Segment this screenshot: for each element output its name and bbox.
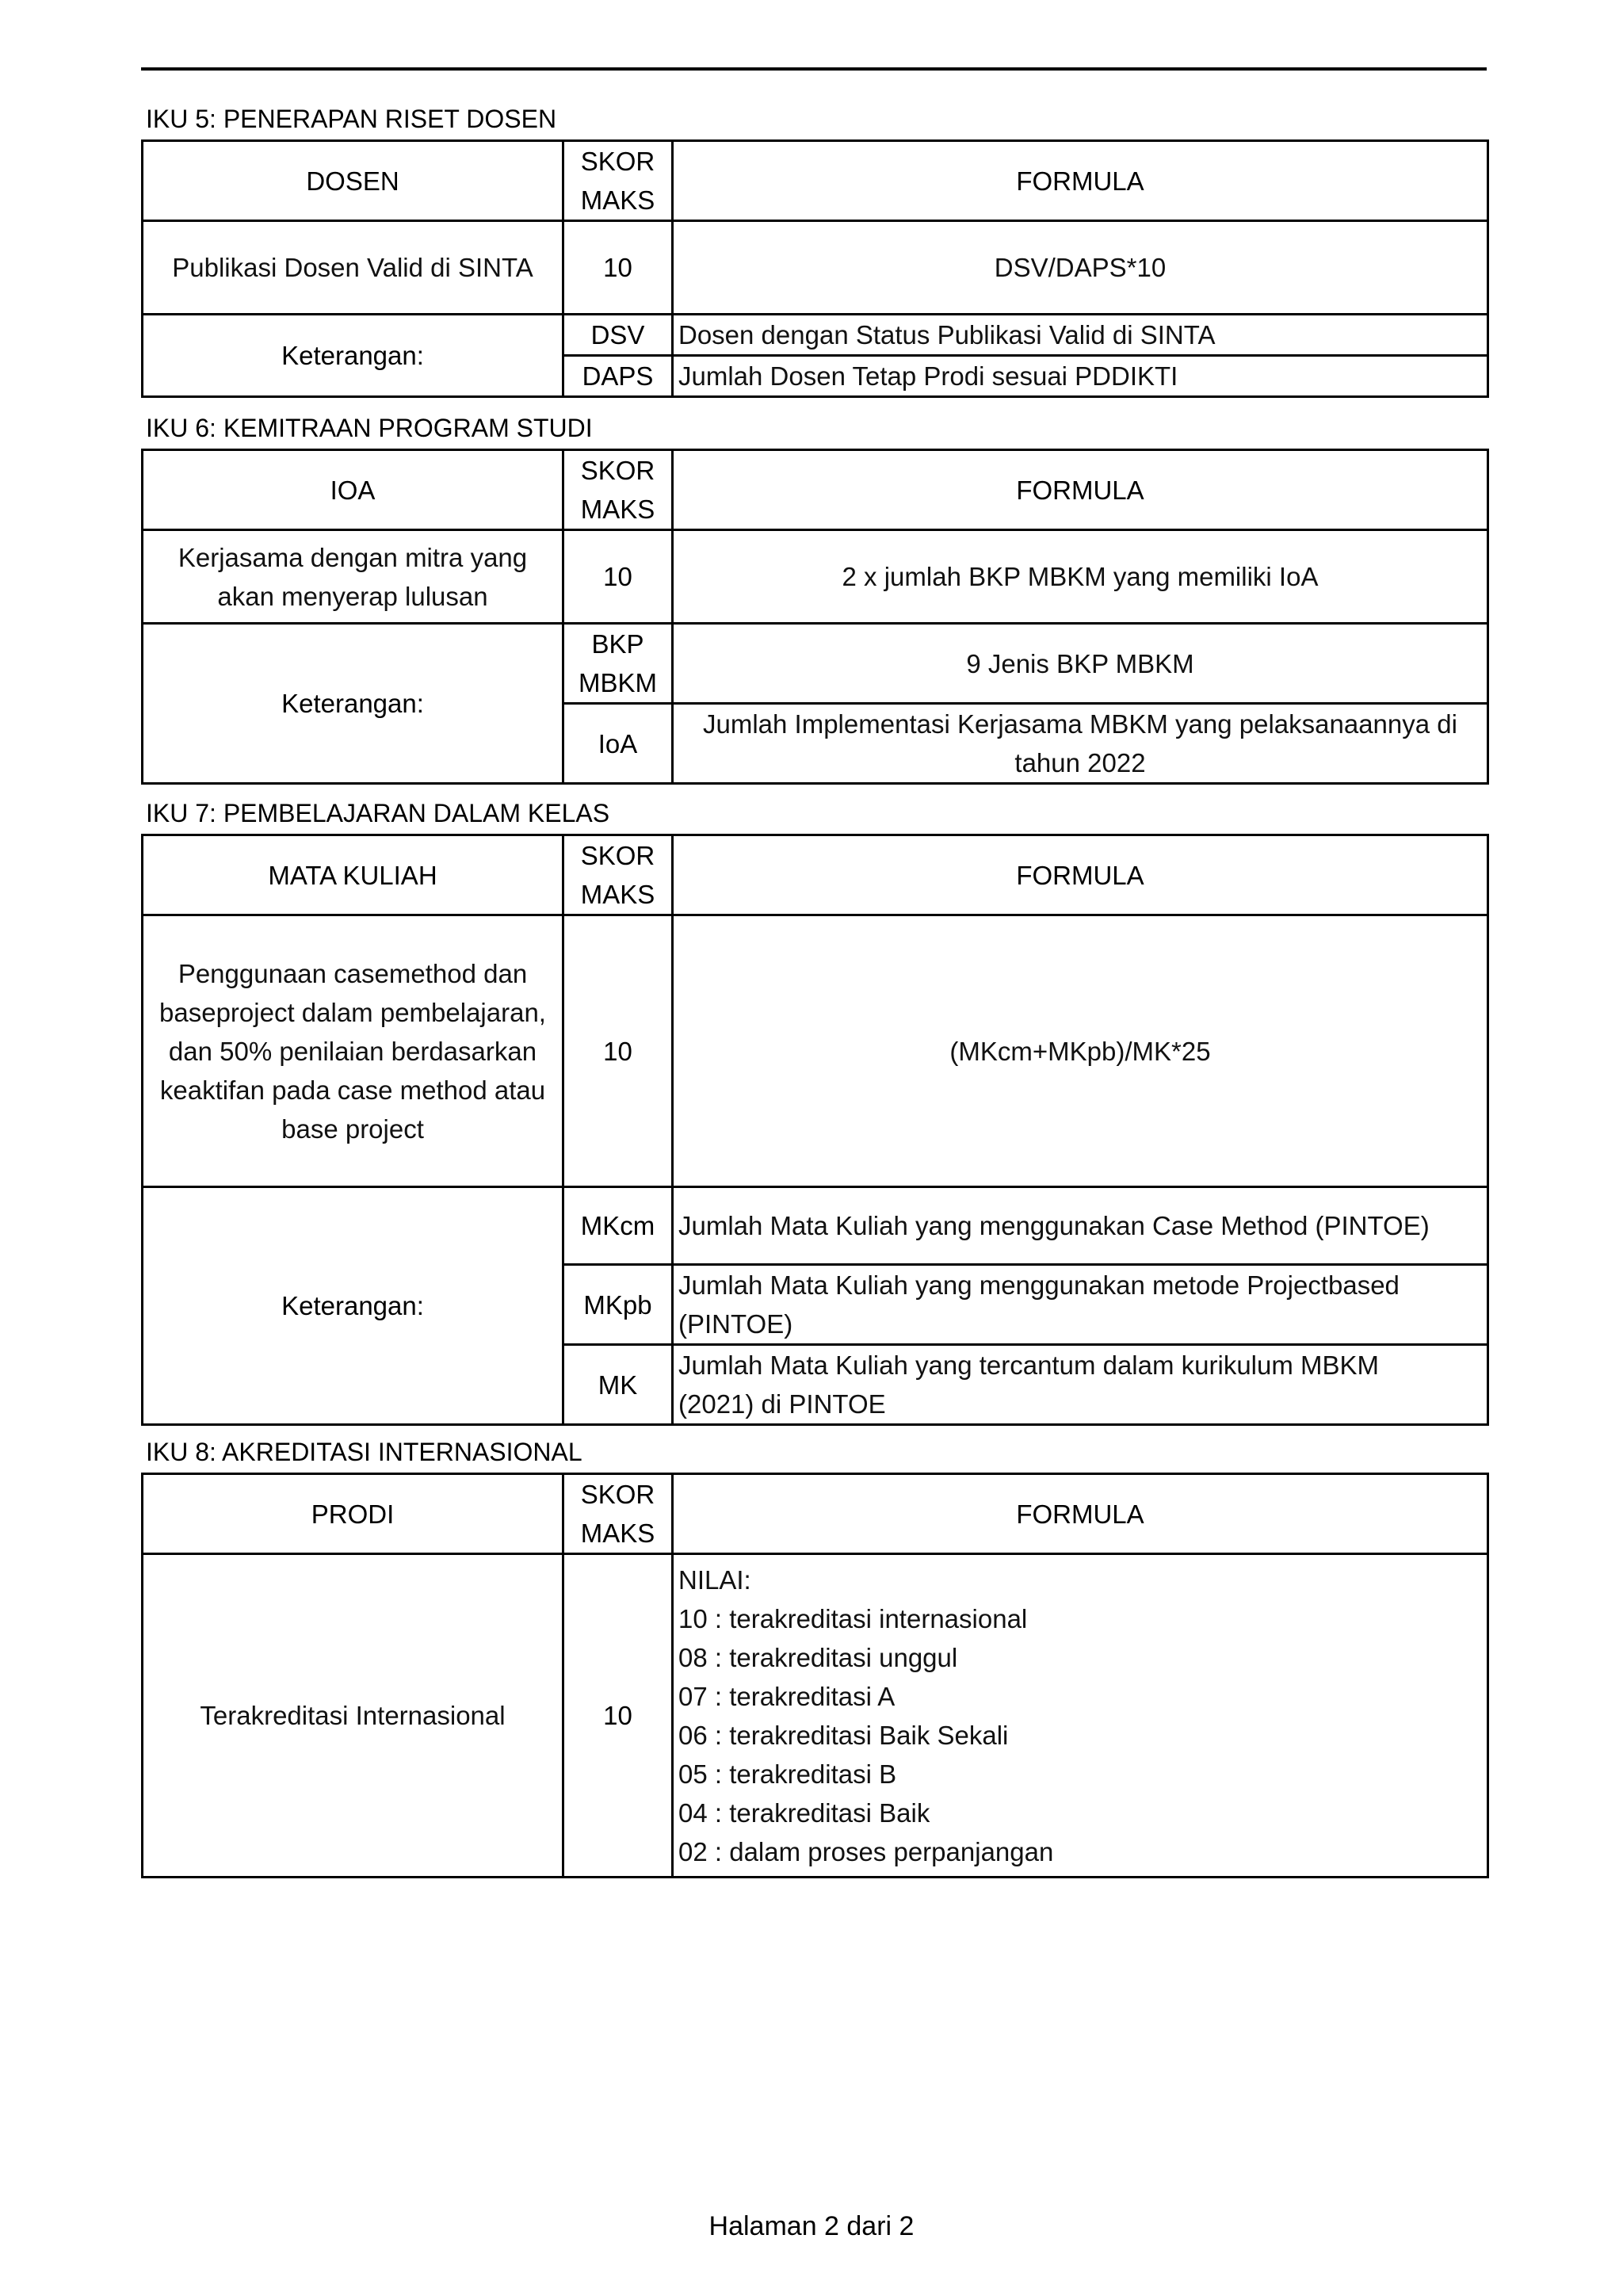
nilai-line: 10 : terakreditasi internasional <box>678 1603 1028 1633</box>
iku7-row-label-line: baseproject dalam pembelajaran, <box>159 997 546 1027</box>
iku5-note-desc: Jumlah Dosen Tetap Prodi sesuai PDDIKTI <box>673 356 1488 397</box>
iku8-skor-header <box>563 1474 673 1554</box>
nilai-line: 04 : terakreditasi Baik <box>678 1797 930 1828</box>
iku6-row-score: 10 <box>563 530 673 624</box>
iku5-formula-header: FORMULA <box>673 141 1488 221</box>
nilai-line: 02 : dalam proses perpanjangan <box>678 1836 1054 1866</box>
iku5-row-score: 10 <box>563 221 673 315</box>
iku7-formula-header: FORMULA <box>673 835 1488 915</box>
iku6-note-desc-l2: tahun 2022 <box>1014 748 1146 777</box>
skor-l1: SKOR <box>580 456 655 485</box>
nilai-line: 06 : terakreditasi Baik Sekali <box>678 1720 1009 1750</box>
iku5-row-label: Publikasi Dosen Valid di SINTA <box>143 221 563 315</box>
skor-l1: SKOR <box>580 841 655 870</box>
iku6-row-label <box>143 530 563 624</box>
iku8-table <box>141 1473 1489 1878</box>
iku8-row-label: Terakreditasi Internasional <box>143 1554 563 1878</box>
iku6-row-formula: 2 x jumlah BKP MBKM yang memiliki IoA <box>673 530 1488 624</box>
iku5-header-row <box>143 141 1488 221</box>
skor-l1: SKOR <box>580 147 655 176</box>
skor-l2: MAKS <box>580 185 655 215</box>
iku6-note-desc <box>673 704 1488 784</box>
iku8-header-row <box>143 1474 1488 1554</box>
iku6-table <box>141 449 1489 785</box>
iku8-col1-header: PRODI <box>143 1474 563 1554</box>
top-rule <box>141 67 1487 71</box>
nilai-line: 07 : terakreditasi A <box>678 1681 896 1711</box>
iku6-title: IKU 6: KEMITRAAN PROGRAM STUDI <box>146 414 593 442</box>
iku8-nilai-list <box>673 1554 1488 1878</box>
iku5-title: IKU 5: PENERAPAN RISET DOSEN <box>146 105 557 133</box>
iku7-note-desc-l2: (PINTOE) <box>678 1309 793 1339</box>
iku6-note-key-l1: BKP <box>591 629 644 659</box>
iku6-row-label-l1: Kerjasama dengan mitra yang <box>178 542 528 572</box>
iku7-row-label-line: Penggunaan casemethod dan <box>178 958 528 988</box>
iku8-title: IKU 8: AKREDITASI INTERNASIONAL <box>146 1438 582 1466</box>
iku5-note-row <box>143 315 1488 356</box>
iku8-data-row <box>143 1554 1488 1878</box>
iku7-row-formula: (MKcm+MKpb)/MK*25 <box>673 915 1488 1187</box>
iku5-keterangan: Keterangan: <box>143 315 563 397</box>
skor-l1: SKOR <box>580 1480 655 1509</box>
iku7-table <box>141 834 1489 1426</box>
iku6-header-row <box>143 450 1488 530</box>
skor-l2: MAKS <box>580 880 655 909</box>
iku7-col1-header: MATA KULIAH <box>143 835 563 915</box>
iku5-row-formula: DSV/DAPS*10 <box>673 221 1488 315</box>
iku7-note-key: MKcm <box>563 1187 673 1265</box>
iku6-data-row <box>143 530 1488 624</box>
iku8-row-score: 10 <box>563 1554 673 1878</box>
iku5-skor-header <box>563 141 673 221</box>
iku7-row-score: 10 <box>563 915 673 1187</box>
nilai-line: NILAI: <box>678 1564 751 1595</box>
iku5-col1-header: DOSEN <box>143 141 563 221</box>
iku7-note-desc-l1: Jumlah Mata Kuliah yang menggunakan metode Projectbased <box>678 1270 1400 1300</box>
iku6-note-key <box>563 624 673 704</box>
iku7-row-label-line: keaktifan pada case method atau <box>159 1075 546 1105</box>
iku5-note-key: DSV <box>563 315 673 356</box>
iku7-note-key: MKpb <box>563 1265 673 1345</box>
iku6-col1-header: IOA <box>143 450 563 530</box>
iku7-note-key: MK <box>563 1345 673 1425</box>
iku7-note-desc <box>673 1345 1488 1425</box>
nilai-line: 05 : terakreditasi B <box>678 1759 897 1789</box>
iku8-formula-header: FORMULA <box>673 1474 1488 1554</box>
page-footer: Halaman 2 dari 2 <box>708 2211 915 2241</box>
iku6-note-desc-l1: Jumlah Implementasi Kerjasama MBKM yang pelaksanaannya di <box>703 709 1457 739</box>
iku5-table <box>141 139 1489 398</box>
iku7-note-desc-l2: (2021) di PINTOE <box>678 1389 886 1419</box>
iku5-data-row <box>143 221 1488 315</box>
iku7-note-row <box>143 1187 1488 1265</box>
iku7-note-desc-l1: Jumlah Mata Kuliah yang tercantum dalam kurikulum MBKM <box>678 1350 1380 1380</box>
iku7-data-row <box>143 915 1488 1187</box>
iku6-formula-header: FORMULA <box>673 450 1488 530</box>
iku6-skor-header <box>563 450 673 530</box>
iku7-row-label-line: dan 50% penilaian berdasarkan <box>168 1036 537 1066</box>
iku7-note-desc <box>673 1265 1488 1345</box>
iku5-note-desc: Dosen dengan Status Publikasi Valid di SINTA <box>673 315 1488 356</box>
iku7-header-row <box>143 835 1488 915</box>
iku6-note-row <box>143 624 1488 704</box>
iku7-row-label-line: base project <box>281 1114 424 1144</box>
iku7-keterangan: Keterangan: <box>143 1187 563 1425</box>
skor-l2: MAKS <box>580 1519 655 1548</box>
iku6-note-key: IoA <box>563 704 673 784</box>
nilai-line: 08 : terakreditasi unggul <box>678 1642 958 1672</box>
iku5-note-key: DAPS <box>563 356 673 397</box>
iku7-skor-header <box>563 835 673 915</box>
iku6-row-label-l2: akan menyerap lulusan <box>217 581 488 611</box>
iku6-note-key-l2: MBKM <box>579 668 657 697</box>
iku6-keterangan: Keterangan: <box>143 624 563 784</box>
iku7-row-label <box>143 915 563 1187</box>
skor-l2: MAKS <box>580 495 655 524</box>
iku6-note-desc: 9 Jenis BKP MBKM <box>673 624 1488 704</box>
iku7-note-desc: Jumlah Mata Kuliah yang menggunakan Case Method (PINTOE) <box>673 1187 1488 1265</box>
iku7-title: IKU 7: PEMBELAJARAN DALAM KELAS <box>146 799 610 827</box>
